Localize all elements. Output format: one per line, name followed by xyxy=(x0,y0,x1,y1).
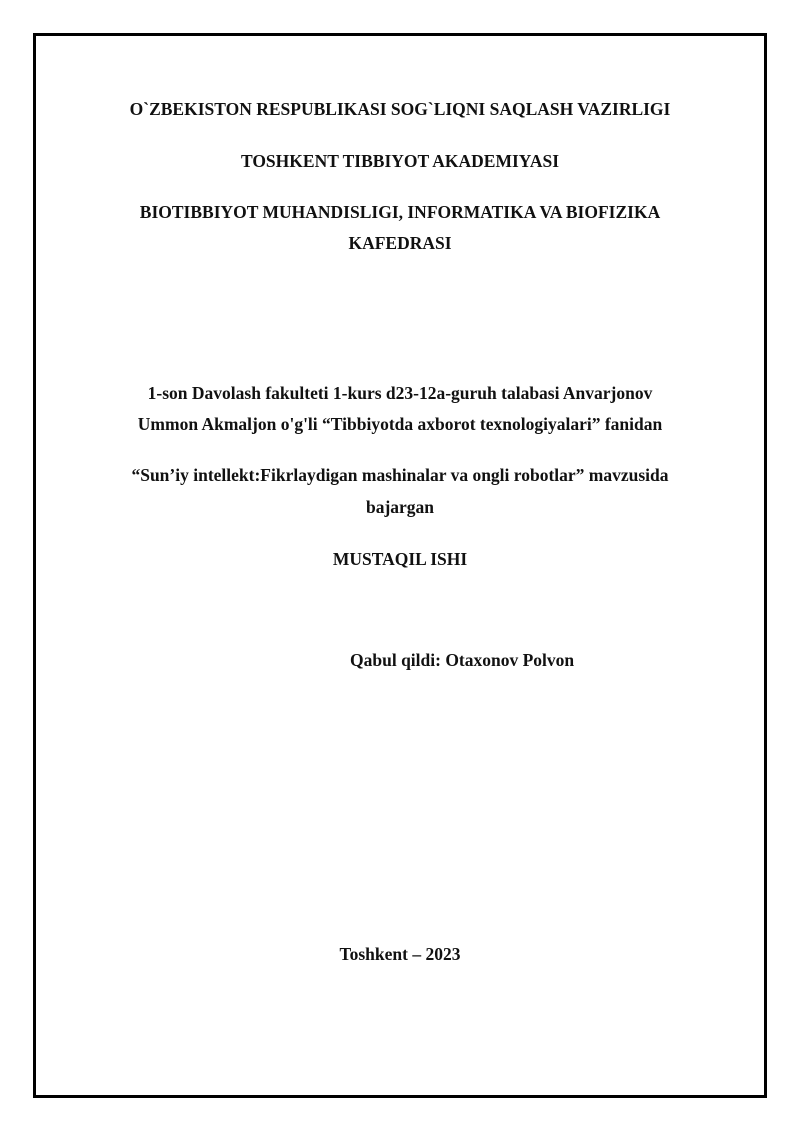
city-year-footer: Toshkent – 2023 xyxy=(339,944,461,964)
topic-line-2: bajargan xyxy=(365,497,435,517)
ministry-heading: O`ZBEKISTON RESPUBLIKASI SOG`LIQNI SAQLASH VAZIRLIGI xyxy=(129,99,671,119)
department-heading-line-2: KAFEDRASI xyxy=(348,233,452,253)
academy-heading: TOSHKENT TIBBIYOT AKADEMIYASI xyxy=(240,151,560,171)
work-title: MUSTAQIL ISHI xyxy=(332,549,468,569)
department-heading-line-1: BIOTIBBIYOT MUHANDISLIGI, INFORMATIKA VA BIOFIZIKA xyxy=(139,202,661,222)
student-info-line-2: Ummon Akmaljon o'g'li “Tibbiyotda axborot texnologiyalari” fanidan xyxy=(137,414,663,434)
accepted-by-text: Qabul qildi: Otaxonov Polvon xyxy=(350,650,575,670)
topic-line-1: “Sun’iy intellekt:Fikrlaydigan mashinalar va ongli robotlar” mavzusida xyxy=(131,465,669,485)
student-info-line-1: 1-son Davolash fakulteti 1-kurs d23-12a-guruh talabasi Anvarjonov xyxy=(147,383,653,403)
